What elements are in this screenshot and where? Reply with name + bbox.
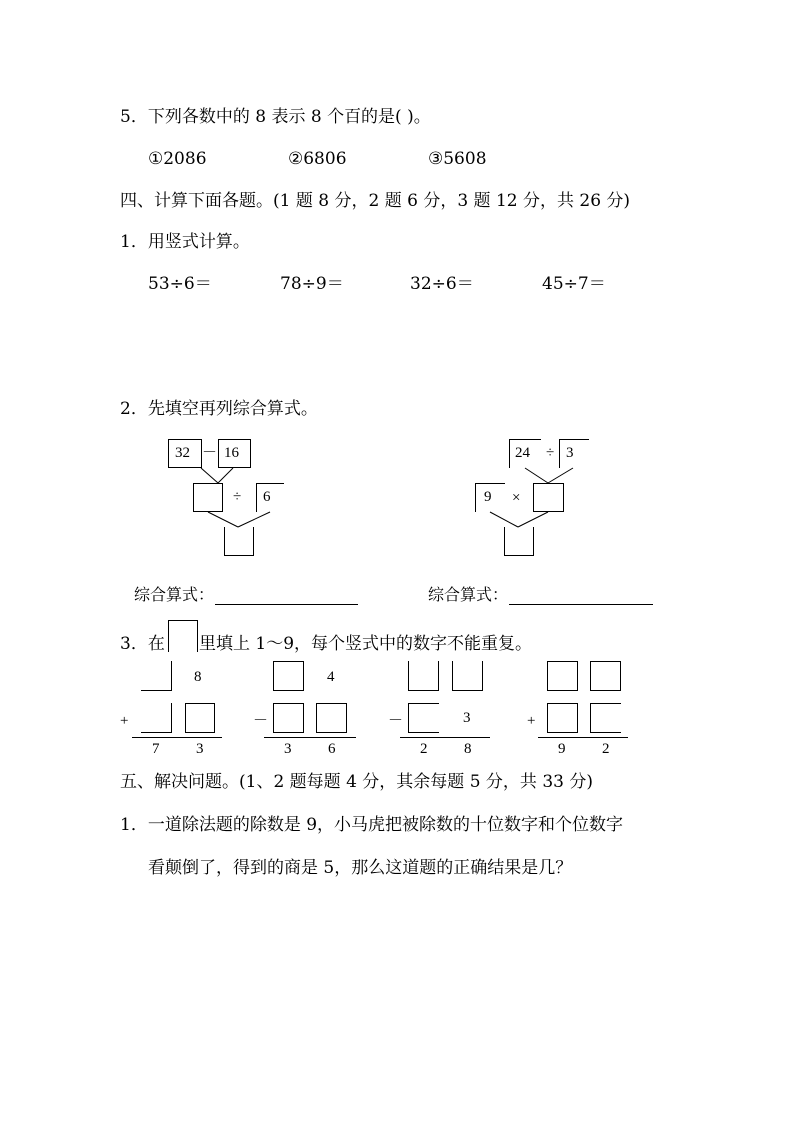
p4-operator: + [527, 713, 536, 729]
p3-bottom-blank-tens [408, 703, 439, 733]
section-4-q1-title: 1．用竖式计算。 [120, 232, 250, 252]
right-tree-blank-result [504, 527, 534, 556]
p3-difference-line [400, 737, 490, 738]
p3-top-blank-tens [408, 661, 439, 691]
right-tree-box-c-left [475, 483, 476, 512]
p1-bottom-blank-ones [185, 703, 215, 733]
left-tree-value-a: 32 [175, 445, 190, 461]
p3-top-blank-ones [452, 661, 483, 691]
p4-sum-line [538, 737, 628, 738]
p4-top-blank-ones [590, 661, 621, 691]
section-5-q1-line-2: 看颠倒了，得到的商是 5，那么这道题的正确结果是几？ [148, 858, 573, 878]
section-4-title: 四、计算下面各题。(1 题 8 分，2 题 6 分，3 题 12 分，共 26 分) [120, 191, 631, 211]
right-tree-box-a-top [509, 439, 541, 440]
left-tree-box-c-left [256, 483, 257, 512]
left-tree-value-b: 16 [224, 445, 239, 461]
p1-top-blank-tens-side [171, 661, 172, 691]
p4-result-ones: 2 [602, 741, 610, 757]
right-tree-value-b: 3 [566, 445, 574, 461]
section-5-q1-line-1: 1．一道除法题的除数是 9，小马虎把被除数的十位数字和个位数字 [120, 815, 624, 835]
p1-bottom-blank-tens [141, 703, 172, 733]
p1-operator: + [120, 713, 129, 729]
left-tree-blank-result [224, 527, 254, 556]
p3-operator: － [388, 713, 404, 729]
p4-bottom-blank-ones [590, 703, 621, 733]
p1-result-tens: 7 [152, 741, 160, 757]
calc-item-2: 78÷9＝ [280, 274, 344, 294]
p1-result-ones: 3 [196, 741, 204, 757]
question-5: 5．下列各数中的 8 表示 8 个百的是( )。 [120, 107, 431, 127]
p3-result-ones: 8 [464, 741, 472, 757]
p2-result-tens: 3 [284, 741, 292, 757]
right-tree-box-b-top [559, 439, 589, 440]
q3-title-box [168, 620, 198, 652]
right-tree-value-c: 9 [484, 489, 492, 505]
p2-bottom-blank-ones [316, 703, 347, 733]
right-tree-box-c-top [475, 483, 505, 484]
left-tree-blank-middle [193, 483, 223, 512]
combined-formula-label-right: 综合算式： [428, 585, 509, 604]
right-tree-op1: ÷ [546, 445, 555, 461]
p3-bottom-ones: 3 [463, 710, 471, 726]
combined-formula-blank-right [509, 604, 653, 605]
p2-top-blank-tens [273, 661, 304, 691]
left-tree-op2: ÷ [233, 489, 242, 505]
section-4-q2-title: 2．先填空再列综合算式。 [120, 399, 318, 419]
right-tree-box-b-left [559, 439, 560, 468]
calc-item-1: 53÷6＝ [148, 274, 212, 294]
p1-top-ones: 8 [194, 669, 202, 685]
p4-result-tens: 9 [558, 741, 566, 757]
section-4-q3-title-post: 里填上 1～9，每个竖式中的数字不能重复。 [199, 634, 533, 654]
p3-bottom-blank-tens-top [408, 703, 439, 704]
section-4-q3-title-pre: 3．在 [120, 634, 165, 654]
option-1: ①2086 [148, 149, 207, 169]
p2-difference-line [264, 737, 356, 738]
right-tree-blank-middle [533, 483, 564, 512]
p2-bottom-blank-tens [273, 703, 304, 733]
p4-top-blank-tens [547, 661, 578, 691]
left-tree-box-c-top [256, 483, 284, 484]
combined-formula-blank-left [215, 604, 358, 605]
right-tree-value-a: 24 [515, 445, 530, 461]
combined-formula-label-left: 综合算式： [134, 585, 215, 604]
p2-operator: － [253, 713, 269, 729]
p3-result-tens: 2 [420, 741, 428, 757]
option-2: ②6806 [288, 149, 347, 169]
p1-top-blank-tens [141, 661, 171, 691]
calc-item-3: 32÷6＝ [410, 274, 474, 294]
p2-result-ones: 6 [328, 741, 336, 757]
option-3: ③5608 [428, 149, 487, 169]
section-5-title: 五、解决问题。(1、2 题每题 4 分，其余每题 5 分，共 33 分) [120, 772, 593, 792]
right-tree-op2: × [512, 490, 521, 506]
p4-bottom-blank-tens [547, 703, 578, 733]
left-tree-value-c: 6 [263, 489, 271, 505]
calc-item-4: 45÷7＝ [542, 274, 606, 294]
p2-top-ones: 4 [327, 669, 335, 685]
right-tree-box-a-left [509, 439, 510, 468]
left-tree-op1: － [202, 445, 218, 461]
p1-sum-line [132, 737, 222, 738]
